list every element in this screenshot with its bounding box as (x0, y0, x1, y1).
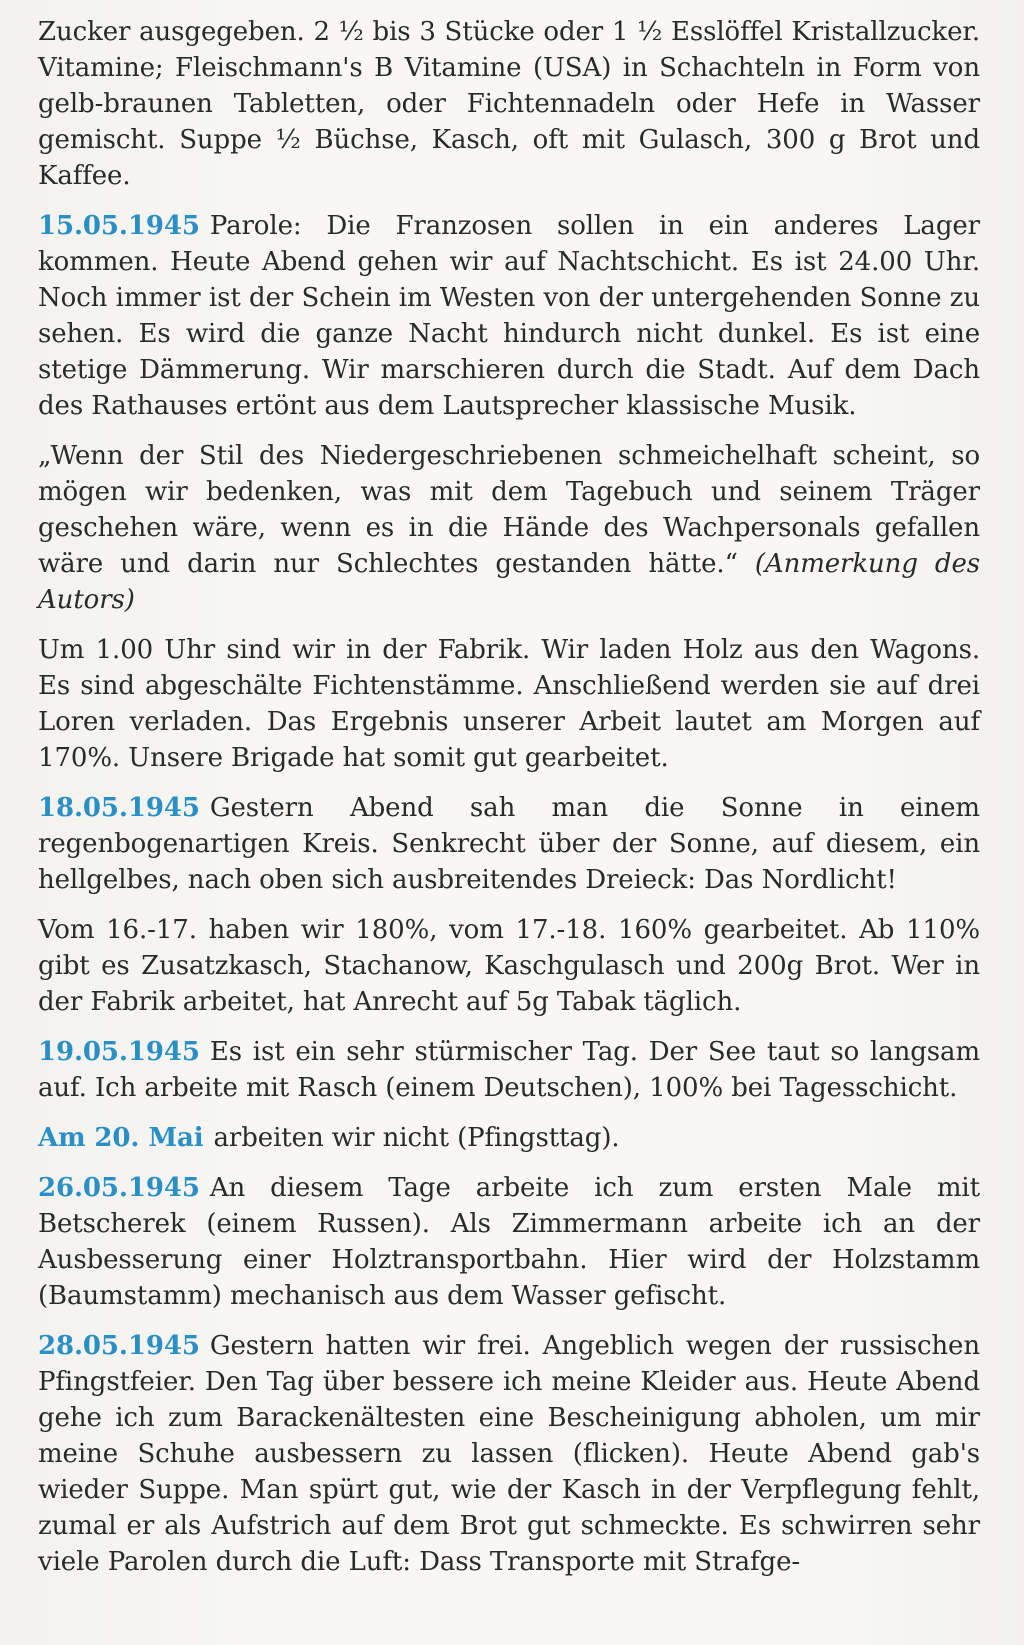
paragraph-text: Um 1.00 Uhr sind wir in der Fabrik. Wir laden Holz aus den Wagons. Es sind abgeschälte Fichtenstämme. Anschließend werden sie auf drei Loren verladen. Das Ergebnis unserer Arbeit lautet am Morgen auf 170%. Unsere Brigade hat somit gut gearbeitet. (38, 635, 980, 773)
paragraph-author-note (38, 438, 980, 618)
entry-28-05-1945 (38, 1328, 980, 1580)
entry-date: 19.05.1945 (38, 1037, 200, 1067)
entry-text: Gestern Abend sah man die Sonne in einem regenbogenartigen Kreis. Senkrecht über der Sonne, auf diesem, ein hellgelbes, nach oben sich ausbreitendes Dreieck: Das Nordlicht! (38, 793, 980, 895)
entry-text: arbeiten wir nicht (Pfingsttag). (213, 1123, 620, 1153)
entry-text: Gestern hatten wir frei. Angeblich wegen der russischen Pfingstfeier. Den Tag über bessere ich meine Kleider aus. Heute Abend gehe ich zum Barackenältesten eine Bescheinigung abholen, um mir meine Schuhe ausbessern zu lassen (flicken). Heute Abend gab's wieder Suppe. Man spürt gut, wie der Kasch in der Verpflegung fehlt, zumal er als Aufstrich auf dem Brot gut schmeckte. Es schwirren sehr viele Parolen durch die Luft: Dass Transporte mit Strafge- (38, 1331, 980, 1577)
paragraph-rations (38, 14, 980, 194)
quote-text: „Wenn der Stil des Niedergeschriebenen schmeichelhaft scheint, so mögen wir bedenken, was mit dem Tagebuch und seinem Träger geschehen wäre, wenn es in die Hände des Wachpersonals gefallen wäre und darin nur Schlechtes gestanden hätte.“ (38, 441, 980, 579)
paragraph-factory (38, 632, 980, 776)
entry-text: Parole: Die Franzosen sollen in ein anderes Lager kommen. Heute Abend gehen wir auf Nachtschicht. Es ist 24.00 Uhr. Noch immer ist der Schein im Westen von der untergehenden Sonne zu sehen. Es wird die ganze Nacht hindurch nicht dunkel. Es ist eine stetige Dämmerung. Wir marschieren durch die Stadt. Auf dem Dach des Rathauses ertönt aus dem Lautsprecher klassische Musik. (38, 211, 980, 421)
entry-date: 18.05.1945 (38, 793, 200, 823)
paragraph-work-percent (38, 912, 980, 1020)
entry-26-05-1945 (38, 1170, 980, 1314)
entry-date: 28.05.1945 (38, 1331, 200, 1361)
author-note: (Anmerkung des Autors) (38, 549, 981, 615)
entry-text: An diesem Tage arbeite ich zum ersten Male mit Betscherek (einem Russen). Als Zimmermann arbeite ich an der Ausbesserung einer Holztransportbahn. Hier wird der Holzstamm (Baumstamm) mechanisch aus dem Wasser gefischt. (38, 1173, 980, 1311)
entry-15-05-1945 (38, 208, 980, 424)
paragraph-text: Zucker ausgegeben. 2 ½ bis 3 Stücke oder 1 ½ Esslöffel Kristallzucker. Vitamine; Fleischmann's B Vitamine (USA) in Schachteln in Form von gelb-braunen Tabletten, oder Fichtennadeln oder Hefe in Wasser gemischt. Suppe ½ Büchse, Kasch, oft mit Gulasch, 300 g Brot und Kaffee. (38, 17, 980, 191)
entry-date: 15.05.1945 (38, 211, 200, 241)
entry-19-05-1945 (38, 1034, 980, 1106)
entry-text: Es ist ein sehr stürmischer Tag. Der See taut so langsam auf. Ich arbeite mit Rasch (einem Deutschen), 100% bei Tagesschicht. (38, 1037, 980, 1103)
entry-date: Am 20. Mai (38, 1123, 204, 1153)
entry-date: 26.05.1945 (38, 1173, 200, 1203)
paragraph-text: Vom 16.-17. haben wir 180%, vom 17.-18. 160% gearbeitet. Ab 110% gibt es Zusatzkasch, Stachanow, Kaschgulasch und 200g Brot. Wer in der Fabrik arbeitet, hat Anrecht auf 5g Tabak täglich. (38, 915, 980, 1017)
entry-20-mai (38, 1120, 980, 1156)
entry-18-05-1945 (38, 790, 980, 898)
